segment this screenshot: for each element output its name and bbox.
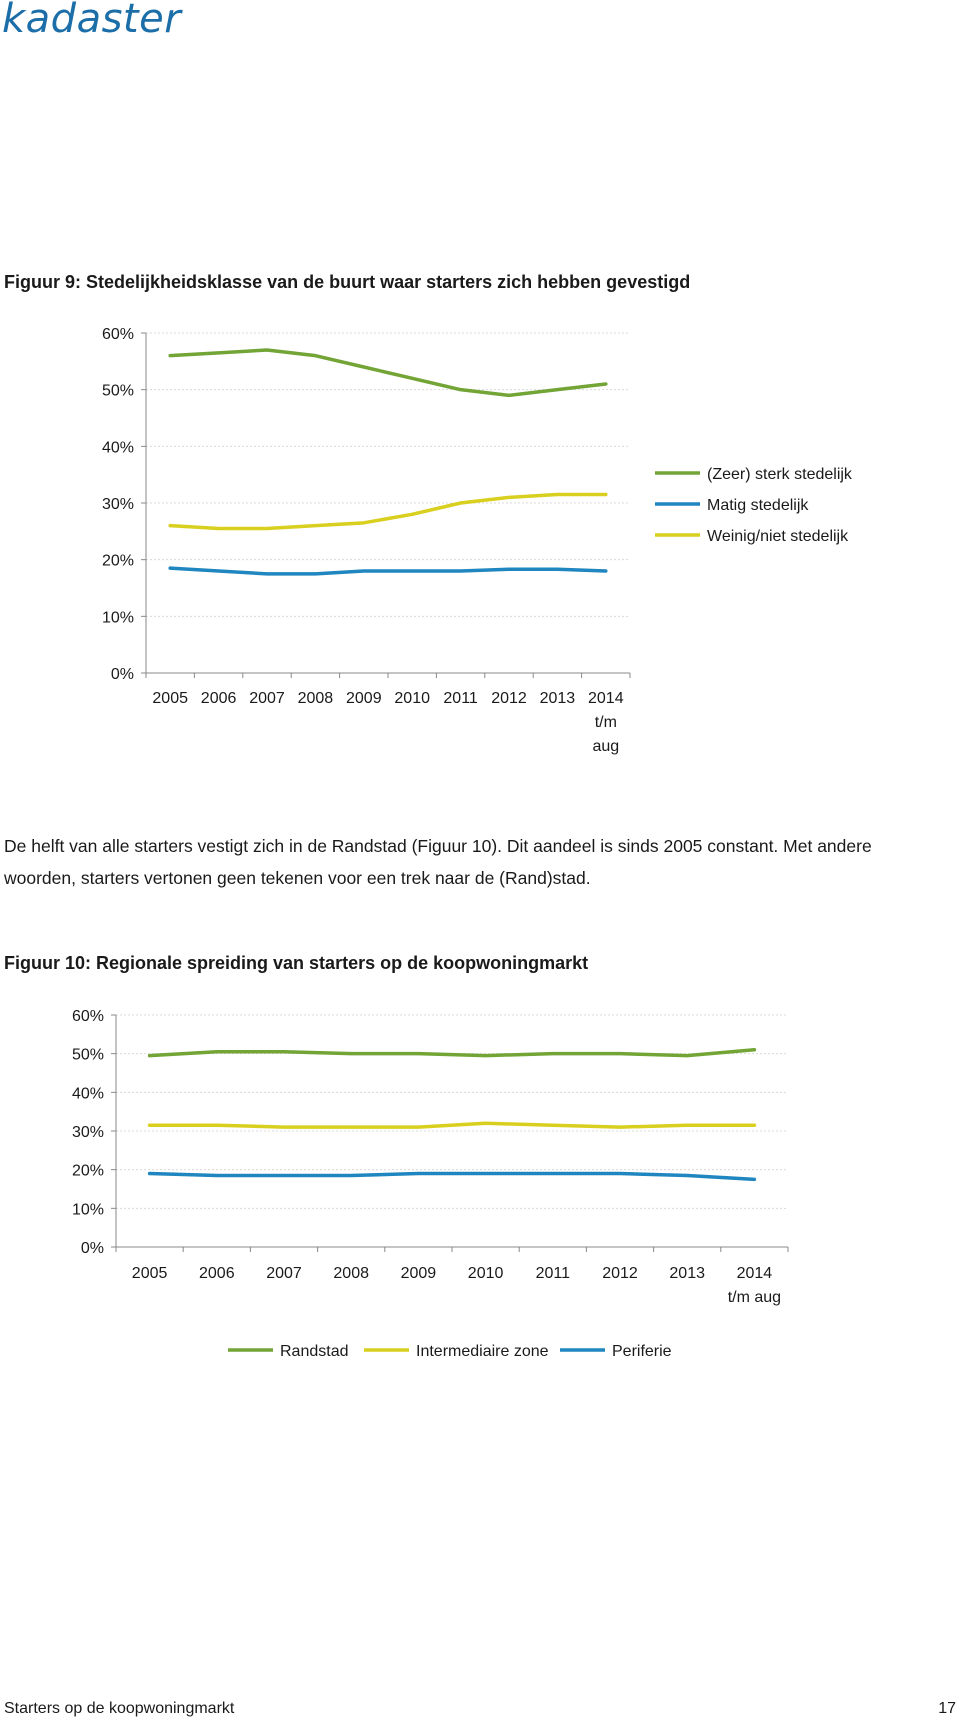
x-tick-label: 2007 (266, 1265, 302, 1282)
footer-page-number: 17 (938, 1700, 956, 1717)
kadaster-logo: kadaster (2, 0, 182, 42)
footer-document-title: Starters op de koopwoningmarkt (4, 1700, 235, 1717)
x-tick-label: 2011 (535, 1265, 571, 1282)
x-tick-label: 2012 (602, 1265, 638, 1282)
y-tick-label: 20% (101, 552, 134, 570)
x-tick-label: 2005 (131, 1265, 168, 1282)
x-tick-label: 2012 (491, 690, 527, 707)
y-tick-label: 10% (101, 609, 134, 627)
y-tick-label: 50% (101, 382, 134, 400)
y-tick-label: 50% (71, 1046, 104, 1064)
x-tick-label: 2008 (333, 1265, 369, 1282)
y-tick-label: 40% (71, 1085, 104, 1103)
legend-label: Matig stedelijk (707, 497, 809, 514)
x-tick-label: 2005 (152, 690, 188, 707)
figure-9-line-chart (0, 320, 960, 780)
body-paragraph: De helft van alle starters vestigt zich in de Randstad (Figuur 10). Dit aandeel is sinds 2005 constant. Met andere woorden, starters vertonen geen tekenen voor een trek naar de (Rand)stad. (4, 836, 872, 888)
legend-label: Randstad (280, 1343, 349, 1360)
y-tick-label: 30% (71, 1124, 104, 1141)
legend-label: Weinig/niet stedelijk (707, 528, 849, 545)
series-line-2 (150, 1123, 755, 1127)
y-tick-label: 0% (110, 666, 134, 683)
x-tick-label: 2006 (199, 1265, 235, 1282)
series-line-2 (170, 568, 606, 574)
x-tick-label: 2010 (467, 1265, 504, 1282)
legend-label: (Zeer) sterk stedelijk (707, 466, 852, 483)
series-line-3 (150, 1174, 755, 1180)
x-tick-label: 2014 t/m aug (588, 690, 624, 755)
y-tick-label: 60% (71, 1008, 104, 1025)
y-tick-label: 20% (71, 1162, 104, 1180)
series-line-3 (170, 495, 606, 529)
figure-10-title: Figuur 10: Regionale spreiding van starters op de koopwoningmarkt (4, 953, 589, 973)
legend-label: Intermediaire zone (416, 1343, 549, 1360)
x-tick-label: 2013 (539, 690, 576, 707)
figure-9-title: Figuur 9: Stedelijkheidsklasse van de buurt waar starters zich hebben gevestigd (4, 272, 691, 292)
x-tick-label: 2007 (249, 690, 285, 707)
x-tick-label: 2010 (394, 690, 430, 707)
y-tick-label: 40% (101, 439, 134, 457)
legend-label: Periferie (612, 1343, 672, 1360)
x-tick-label: 2011 (443, 690, 478, 707)
x-tick-label: 2008 (297, 690, 334, 707)
x-tick-label: 2009 (346, 690, 382, 707)
series-line-1 (150, 1050, 755, 1056)
figure-10-line-chart (0, 1000, 960, 1380)
x-tick-label: 2014 t/m aug (727, 1265, 782, 1306)
y-tick-label: 10% (71, 1201, 104, 1219)
y-tick-label: 30% (101, 496, 134, 513)
x-tick-label: 2013 (669, 1265, 705, 1282)
y-tick-label: 0% (80, 1240, 104, 1257)
x-tick-label: 2006 (200, 690, 237, 707)
x-tick-label: 2009 (400, 1265, 437, 1282)
y-tick-label: 60% (101, 326, 134, 343)
series-line-1 (170, 350, 606, 395)
